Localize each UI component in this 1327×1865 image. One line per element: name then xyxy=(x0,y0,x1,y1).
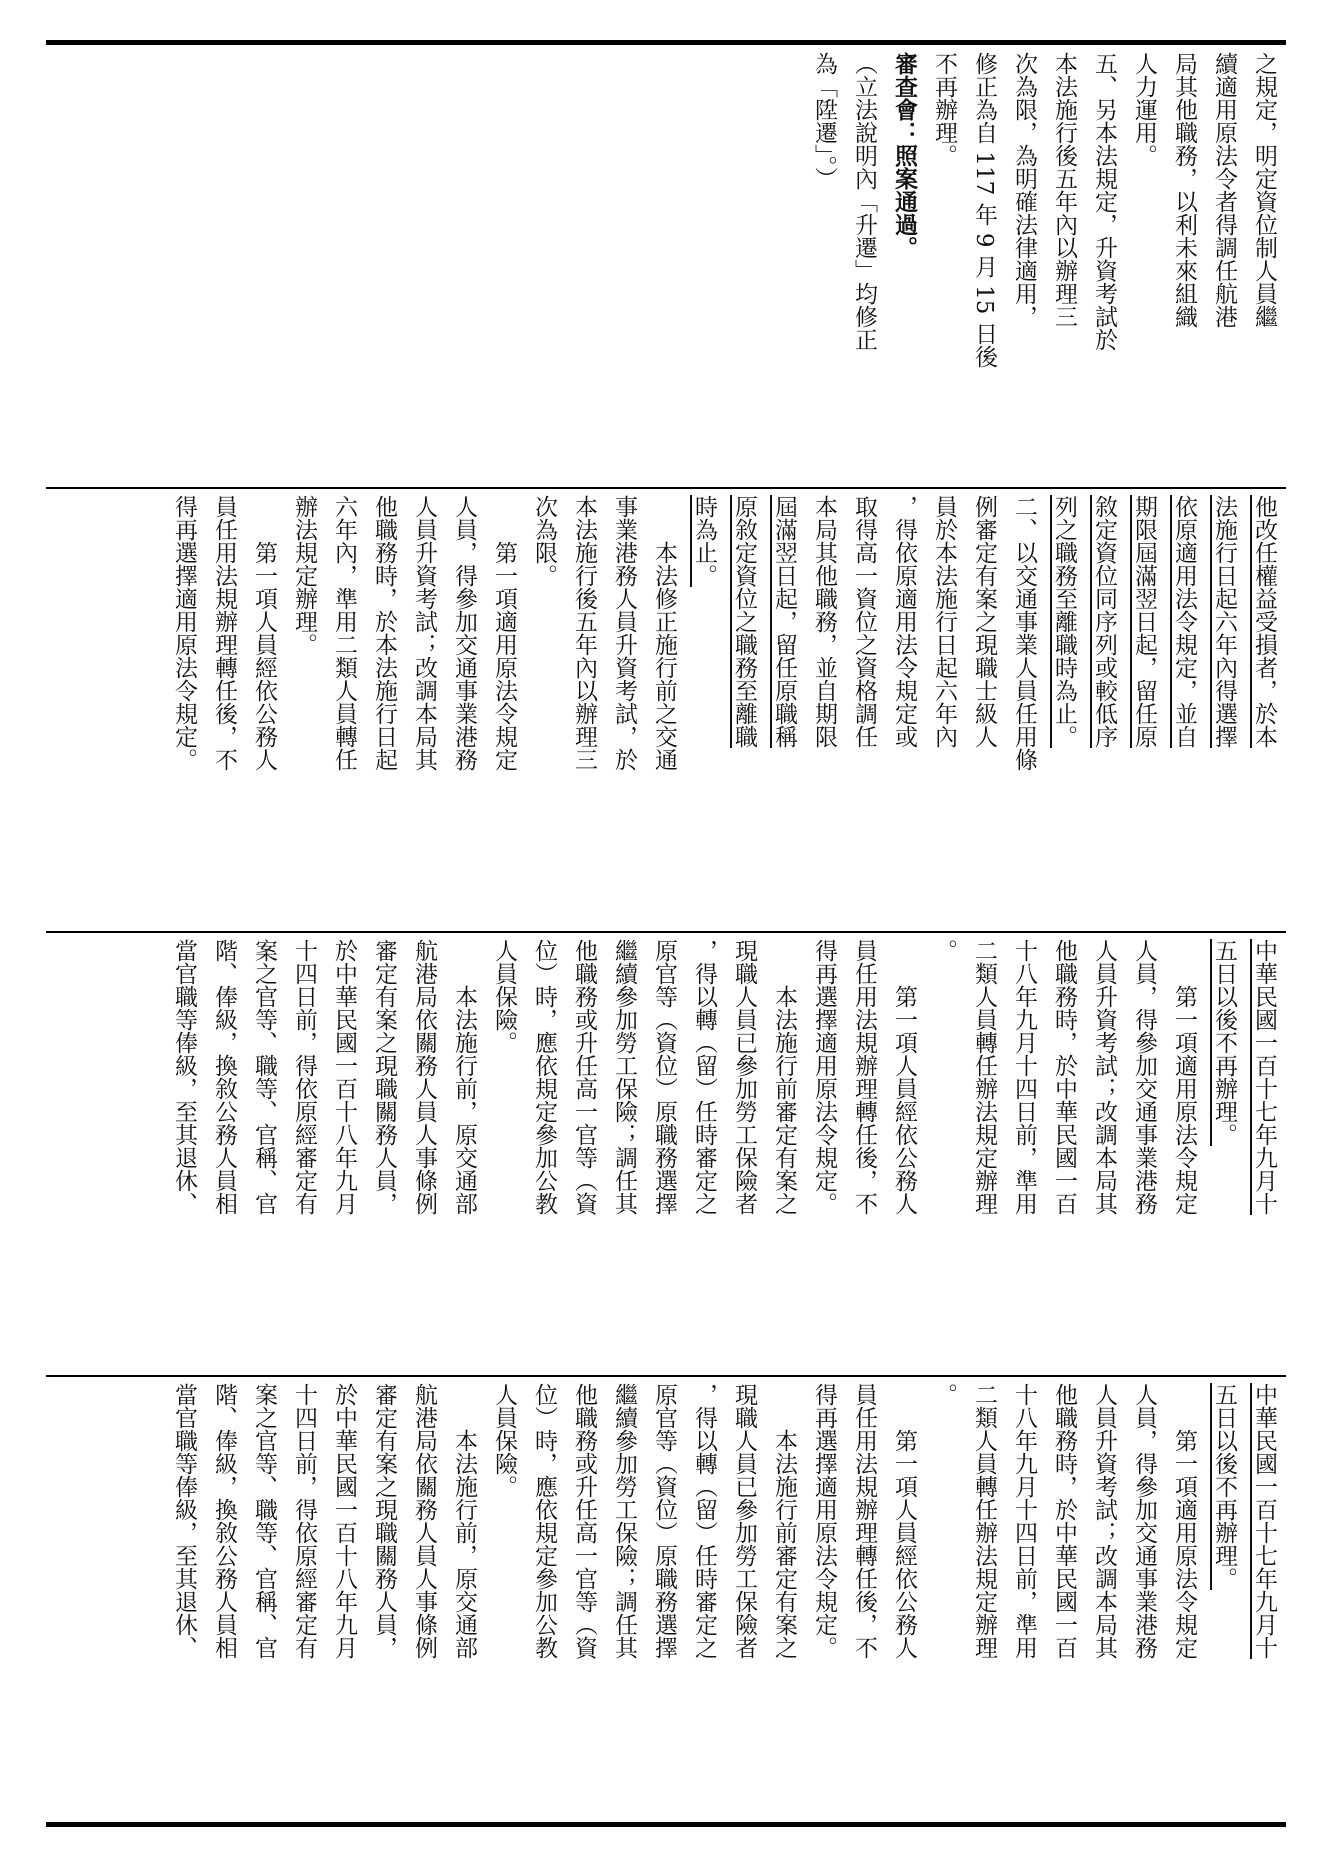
text-column: 十八年九月十四日前，準用 xyxy=(1011,939,1037,1215)
band-divider-1 xyxy=(46,487,1286,489)
band-divider-3 xyxy=(46,1375,1286,1377)
text-column: 第一項適用原法令規定 xyxy=(491,541,517,771)
text-column: 原官等（資位）原職務選擇 xyxy=(651,1383,677,1659)
text-column: 當官職等俸級，至其退休、 xyxy=(171,939,197,1215)
text-column: 辦法規定辦理。 xyxy=(291,495,317,656)
text-column: 員任用法規辦理轉任後，不 xyxy=(851,939,877,1215)
text-column: 二、以交通事業人員任用條 xyxy=(1011,495,1037,771)
text-column: 十四日前，得依原經審定有 xyxy=(291,1383,317,1659)
text-column: 十八年九月十四日前，準用 xyxy=(1011,1383,1037,1659)
text-column: 得再選擇適用原法令規定。 xyxy=(811,939,837,1215)
text-column: 航港局依關務人員人事條例 xyxy=(411,1383,437,1659)
text-column: 續適用原法令者得調任航港 xyxy=(1211,52,1237,328)
text-column: 人力運用。 xyxy=(1131,52,1157,167)
text-column: 於中華民國一百十八年九月 xyxy=(331,939,357,1215)
text-column: 五、另本法規定，升資考試於 xyxy=(1091,52,1117,351)
text-column: 他職務時，於本法施行日起 xyxy=(371,495,397,771)
top-rule xyxy=(46,40,1286,45)
text-column: 航港局依關務人員人事條例 xyxy=(411,939,437,1215)
text-column: 現職人員已參加勞工保險者 xyxy=(731,939,757,1215)
text-column: 修正為自 117 年 9 月 15 日後 xyxy=(971,52,997,368)
text-column: 階、俸級，換敘公務人員相 xyxy=(211,939,237,1215)
text-column: 第一項適用原法令規定 xyxy=(1171,985,1197,1215)
text-column: 員於本法施行日起六年內 xyxy=(931,495,957,748)
text-column: 第一項適用原法令規定 xyxy=(1171,1429,1197,1659)
bottom-rule xyxy=(46,1822,1286,1827)
text-column: 他職務時，於中華民國一百 xyxy=(1051,939,1077,1215)
text-column: 依原適用法令規定，並自 xyxy=(1171,495,1197,748)
text-column: 得再選擇適用原法令規定。 xyxy=(171,495,197,771)
text-column: 本法施行前，原交通部 xyxy=(451,1429,477,1659)
text-column: 人員，得參加交通事業港務 xyxy=(451,495,477,771)
text-column: 本法施行後五年內以辦理三 xyxy=(1051,52,1077,328)
text-column: 本法施行後五年內以辦理三 xyxy=(571,495,597,771)
text-column: 審定有案之現職關務人員， xyxy=(371,939,397,1215)
text-column: 時為止。 xyxy=(691,495,717,587)
band-proposed-text xyxy=(52,1383,1284,1815)
text-column: 原敘定資位之職務至離職 xyxy=(731,495,757,748)
text-column: 局其他職務，以利未來組織 xyxy=(1171,52,1197,328)
text-column: 本法施行前審定有案之 xyxy=(771,985,797,1215)
text-column: 第一項人員經依公務人 xyxy=(891,1429,917,1659)
text-column: 列之職務至離職時為止。 xyxy=(1051,495,1077,748)
text-column: 審定有案之現職關務人員， xyxy=(371,1383,397,1659)
text-column: 例審定有案之現職士級人 xyxy=(971,495,997,748)
text-column: 第一項人員經依公務人 xyxy=(251,541,277,771)
text-column: 不再辦理。 xyxy=(931,52,957,167)
text-column: 人員升資考試；改調本局其 xyxy=(1091,1383,1117,1659)
text-column: 二類人員轉任辦法規定辦理 xyxy=(971,1383,997,1659)
text-column: 人員升資考試；改調本局其 xyxy=(1091,939,1117,1215)
text-column: ，得依原適用法令規定或 xyxy=(891,495,917,748)
text-column: 審查會：照案通過。 xyxy=(891,52,918,259)
text-column: 十四日前，得依原經審定有 xyxy=(291,939,317,1215)
band-committee-text xyxy=(52,939,1284,1369)
text-column: 階、俸級，換敘公務人員相 xyxy=(211,1383,237,1659)
text-column: 他職務或升任高一官等（資 xyxy=(571,939,597,1215)
text-column: 他改任權益受損者，於本 xyxy=(1251,495,1277,748)
text-column: 取得高一資位之資格調任 xyxy=(851,495,877,748)
text-column: 位）時，應依規定參加公教 xyxy=(531,1383,557,1659)
text-column: 本局其他職務，並自期限 xyxy=(811,495,837,748)
text-column: 人員，得參加交通事業港務 xyxy=(1131,1383,1157,1659)
text-column: 員任用法規辦理轉任後，不 xyxy=(211,495,237,771)
text-column: 人員升資考試；改調本局其 xyxy=(411,495,437,771)
text-column: 五日以後不再辦理。 xyxy=(1211,1383,1237,1590)
text-column: 本法施行前審定有案之 xyxy=(771,1429,797,1659)
band-divider-2 xyxy=(46,931,1286,933)
text-column: 現職人員已參加勞工保險者 xyxy=(731,1383,757,1659)
text-column: 得再選擇適用原法令規定。 xyxy=(811,1383,837,1659)
text-column: 中華民國一百十七年九月十 xyxy=(1251,1383,1277,1659)
text-column: 之規定，明定資位制人員繼 xyxy=(1251,52,1277,328)
text-column: 繼續參加勞工保險；調任其 xyxy=(611,939,637,1215)
text-column: 當官職等俸級，至其退休、 xyxy=(171,1383,197,1659)
text-column: 人員，得參加交通事業港務 xyxy=(1131,939,1157,1215)
text-column: 本法修正施行前之交通 xyxy=(651,541,677,771)
text-column: 二類人員轉任辦法規定辦理 xyxy=(971,939,997,1215)
text-column: 他職務時，於中華民國一百 xyxy=(1051,1383,1077,1659)
band-explanation xyxy=(52,52,1284,482)
text-column: 員任用法規辦理轉任後，不 xyxy=(851,1383,877,1659)
text-column: 人員保險。 xyxy=(491,1383,517,1498)
text-column: 次為限。 xyxy=(531,495,557,587)
text-column: 期限屆滿翌日起，留任原 xyxy=(1131,495,1157,748)
text-column: 法施行日起六年內得選擇 xyxy=(1211,495,1237,748)
text-column: 繼續參加勞工保險；調任其 xyxy=(611,1383,637,1659)
text-column: 案之官等、職等、官稱、官 xyxy=(251,1383,277,1659)
text-column: 中華民國一百十七年九月十 xyxy=(1251,939,1277,1215)
text-column: 。 xyxy=(931,1383,957,1406)
band-current-text xyxy=(52,495,1284,925)
text-column: 事業港務人員升資考試，於 xyxy=(611,495,637,771)
text-column: 他職務或升任高一官等（資 xyxy=(571,1383,597,1659)
text-column: 第一項人員經依公務人 xyxy=(891,985,917,1215)
text-column: 次為限，為明確法律適用， xyxy=(1011,52,1037,328)
text-column: ，得以轉（留）任時審定之 xyxy=(691,939,717,1215)
text-column: 案之官等、職等、官稱、官 xyxy=(251,939,277,1215)
text-column: 五日以後不再辦理。 xyxy=(1211,939,1237,1146)
text-column: 為「陞遷」。） xyxy=(811,52,837,190)
text-column: 敘定資位同序列或較低序 xyxy=(1091,495,1117,748)
text-column: 屆滿翌日起，留任原職稱 xyxy=(771,495,797,748)
text-column: （立法說明內「升遷」均修正 xyxy=(851,52,877,351)
text-column: 。 xyxy=(931,939,957,962)
text-column: 人員保險。 xyxy=(491,939,517,1054)
text-column: 原官等（資位）原職務選擇 xyxy=(651,939,677,1215)
text-column: 六年內，準用二類人員轉任 xyxy=(331,495,357,771)
text-column: 位）時，應依規定參加公教 xyxy=(531,939,557,1215)
text-column: 本法施行前，原交通部 xyxy=(451,985,477,1215)
text-column: 於中華民國一百十八年九月 xyxy=(331,1383,357,1659)
text-column: ，得以轉（留）任時審定之 xyxy=(691,1383,717,1659)
